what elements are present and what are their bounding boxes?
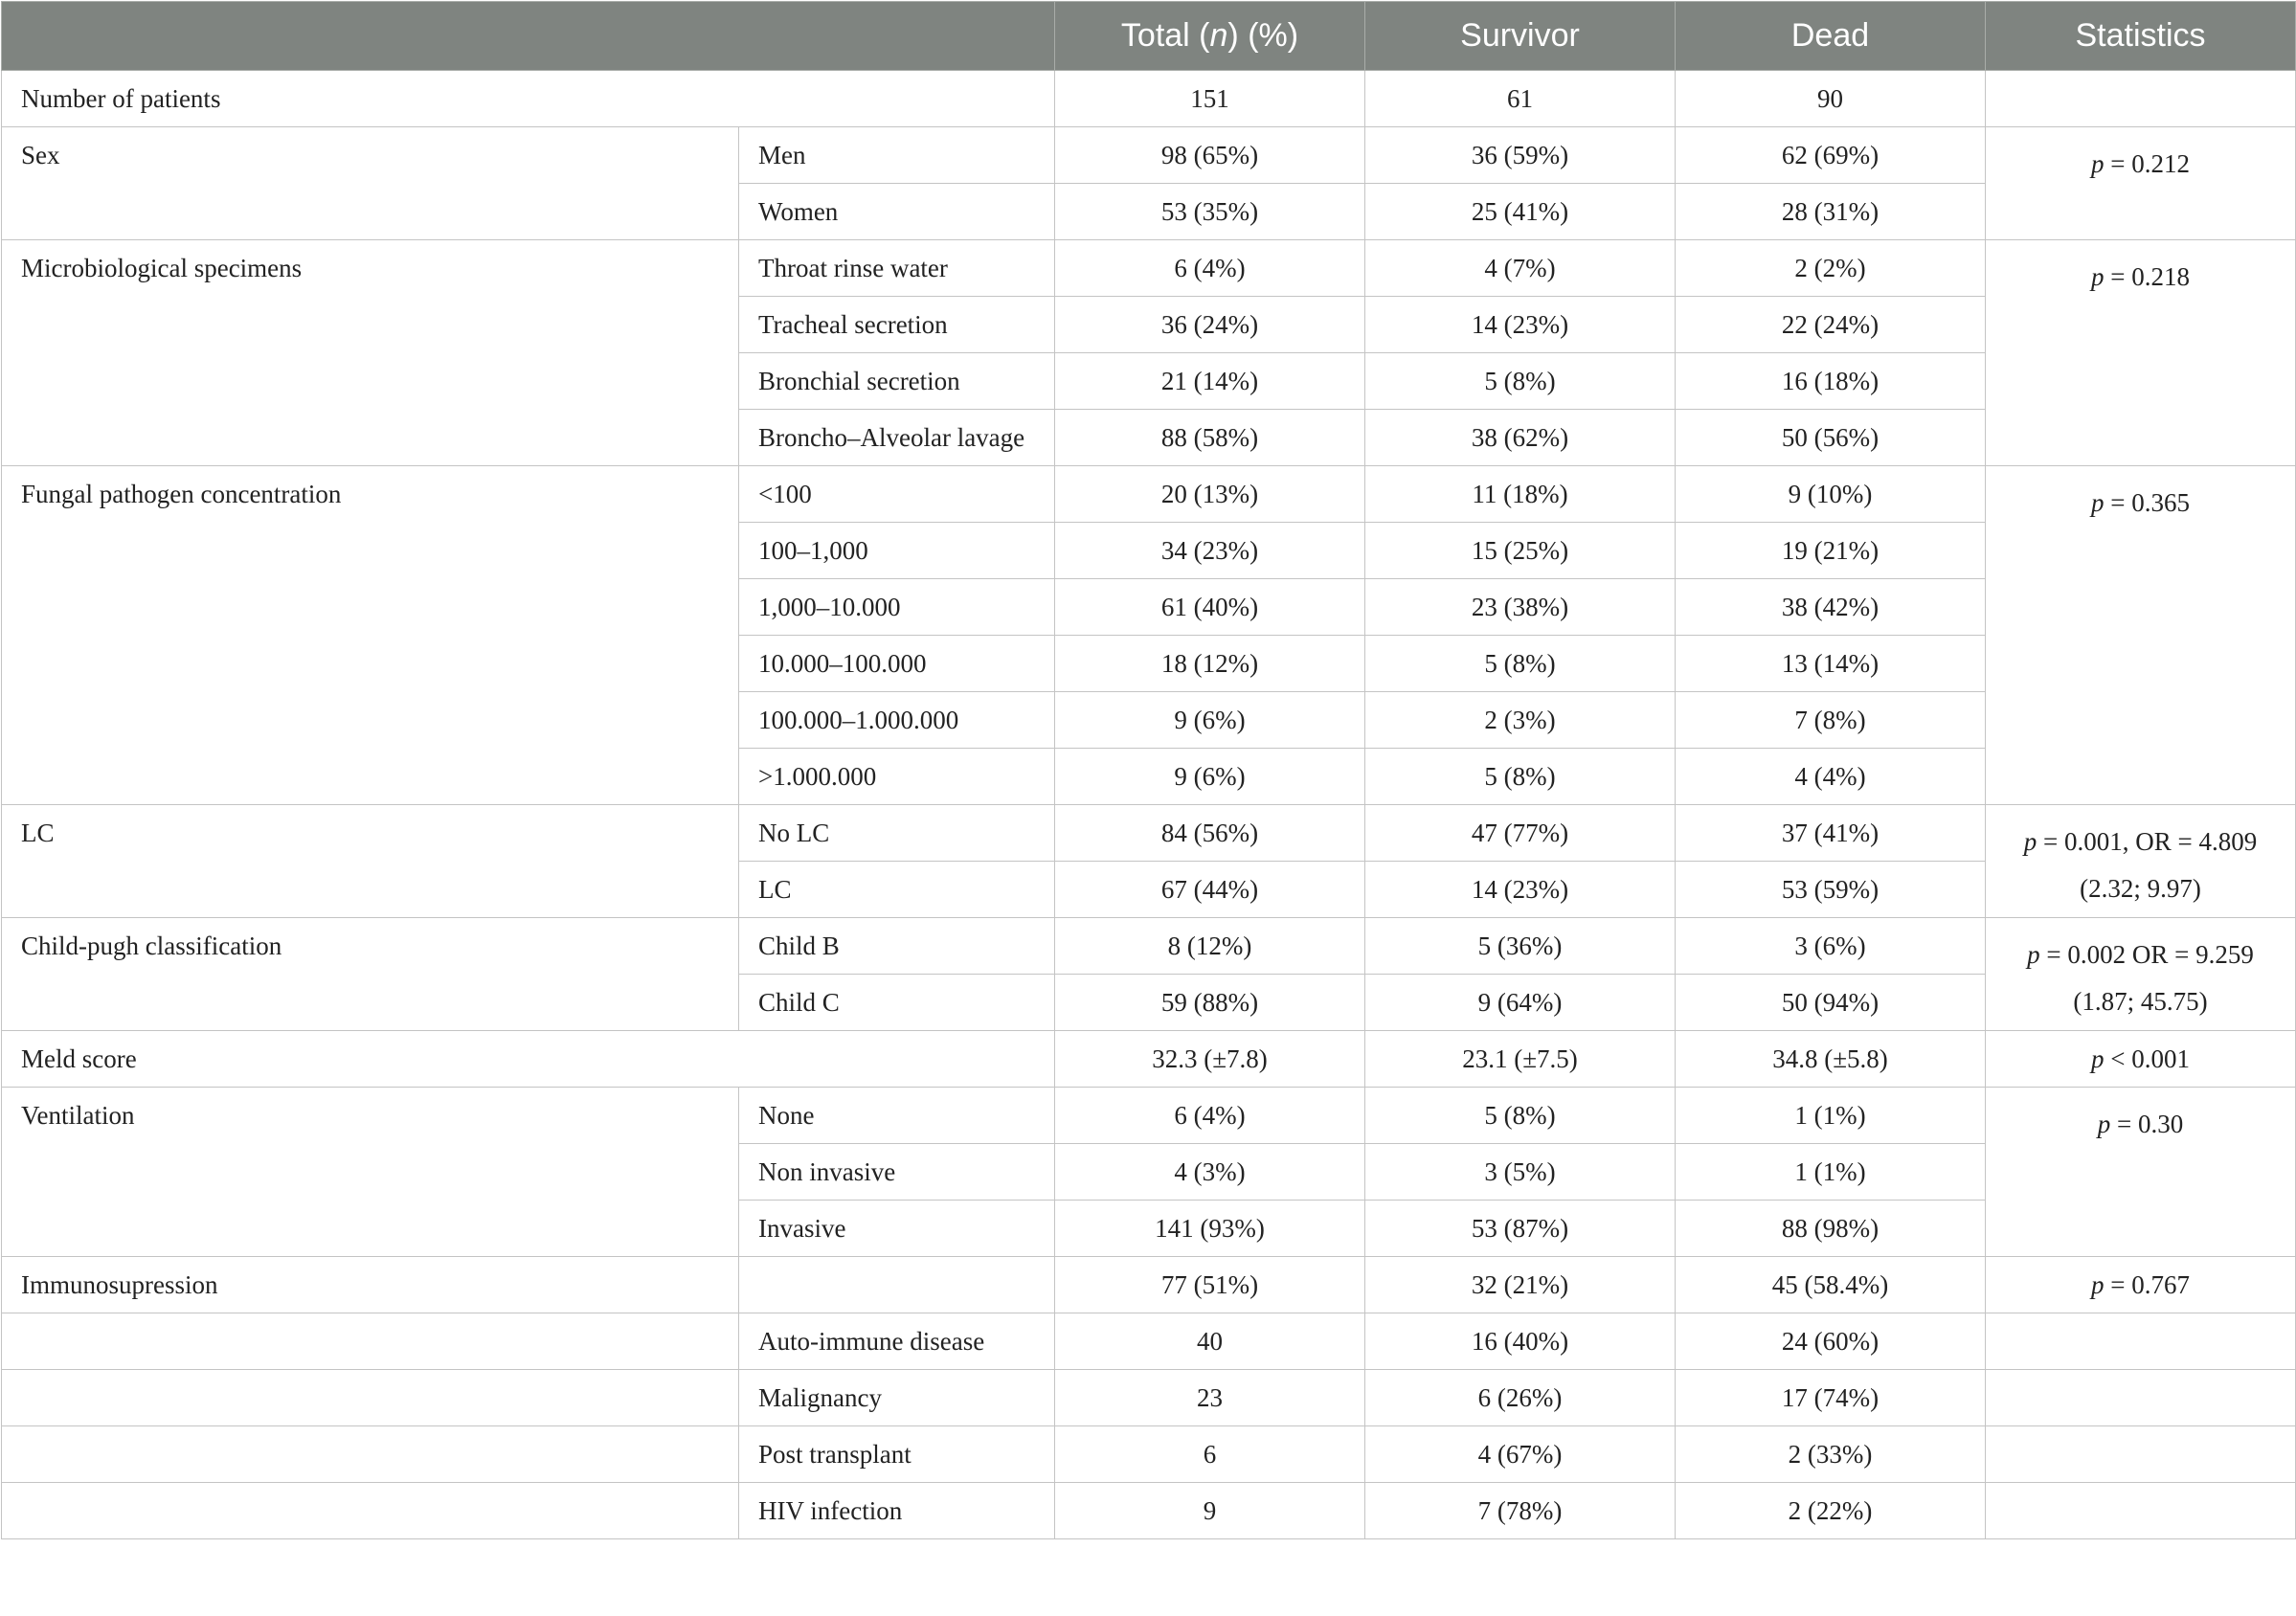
cell-survivor: 32 (21%)	[1365, 1257, 1676, 1313]
row-label: 100–1,000	[739, 523, 1055, 579]
cell-total: 9	[1055, 1483, 1365, 1539]
table-row	[2, 127, 2296, 184]
cell-total: 53 (35%)	[1055, 184, 1365, 240]
cell-dead: 90	[1676, 71, 1986, 127]
group-label-sex: Sex	[2, 127, 739, 240]
table-row	[2, 805, 2296, 862]
row-label: Auto-immune disease	[739, 1313, 1055, 1370]
header-total: Total (n) (%)	[1055, 2, 1365, 71]
table-row	[2, 1483, 2296, 1539]
row-label: HIV infection	[739, 1483, 1055, 1539]
row-label: 1,000–10.000	[739, 579, 1055, 636]
cell-dead: 1 (1%)	[1676, 1144, 1986, 1201]
cell-total: 21 (14%)	[1055, 353, 1365, 410]
cell-dead: 2 (2%)	[1676, 240, 1986, 297]
row-label: Invasive	[739, 1201, 1055, 1257]
cell-total: 40	[1055, 1313, 1365, 1370]
table-row	[2, 1257, 2296, 1313]
table-row	[2, 1370, 2296, 1426]
header-survivor: Survivor	[1365, 2, 1676, 71]
cell-dead: 24 (60%)	[1676, 1313, 1986, 1370]
cell-survivor: 6 (26%)	[1365, 1370, 1676, 1426]
group-label-empty	[2, 1426, 739, 1483]
cell-statistics	[1986, 1483, 2296, 1539]
cell-statistics	[1986, 1370, 2296, 1426]
cell-survivor: 16 (40%)	[1365, 1313, 1676, 1370]
cell-survivor: 5 (36%)	[1365, 918, 1676, 975]
cell-survivor: 2 (3%)	[1365, 692, 1676, 749]
cell-total: 9 (6%)	[1055, 692, 1365, 749]
cell-dead: 13 (14%)	[1676, 636, 1986, 692]
row-label: LC	[739, 862, 1055, 918]
row-label: 100.000–1.000.000	[739, 692, 1055, 749]
cell-survivor: 9 (64%)	[1365, 975, 1676, 1031]
table-row	[2, 1088, 2296, 1144]
row-label-meld: Meld score	[2, 1031, 1055, 1088]
row-label	[739, 1257, 1055, 1313]
cell-survivor: 5 (8%)	[1365, 749, 1676, 805]
cell-statistics-sex: p = 0.212	[1986, 127, 2296, 240]
row-label: Broncho–Alveolar lavage	[739, 410, 1055, 466]
cell-total: 141 (93%)	[1055, 1201, 1365, 1257]
cell-survivor: 5 (8%)	[1365, 1088, 1676, 1144]
row-label: No LC	[739, 805, 1055, 862]
cell-statistics	[1986, 1426, 2296, 1483]
cell-survivor: 47 (77%)	[1365, 805, 1676, 862]
cell-survivor: 5 (8%)	[1365, 636, 1676, 692]
group-label-immunosupression: Immunosupression	[2, 1257, 739, 1313]
row-label: Non invasive	[739, 1144, 1055, 1201]
cell-statistics	[1986, 71, 2296, 127]
cell-dead: 19 (21%)	[1676, 523, 1986, 579]
cell-statistics-lc: p = 0.001, OR = 4.809 (2.32; 9.97)	[1986, 805, 2296, 918]
header-dead: Dead	[1676, 2, 1986, 71]
group-label-empty	[2, 1483, 739, 1539]
cell-dead: 7 (8%)	[1676, 692, 1986, 749]
group-label-specimens: Microbiological specimens	[2, 240, 739, 466]
patient-characteristics-table	[1, 1, 2296, 1539]
group-label-ventilation: Ventilation	[2, 1088, 739, 1257]
cell-total: 151	[1055, 71, 1365, 127]
cell-survivor: 61	[1365, 71, 1676, 127]
cell-survivor: 7 (78%)	[1365, 1483, 1676, 1539]
cell-dead: 22 (24%)	[1676, 297, 1986, 353]
cell-dead: 9 (10%)	[1676, 466, 1986, 523]
cell-total: 88 (58%)	[1055, 410, 1365, 466]
cell-dead: 2 (22%)	[1676, 1483, 1986, 1539]
group-label-child-pugh: Child-pugh classification	[2, 918, 739, 1031]
cell-survivor: 38 (62%)	[1365, 410, 1676, 466]
cell-survivor: 23.1 (±7.5)	[1365, 1031, 1676, 1088]
cell-statistics-meld: p < 0.001	[1986, 1031, 2296, 1088]
row-label: Post transplant	[739, 1426, 1055, 1483]
cell-total: 98 (65%)	[1055, 127, 1365, 184]
cell-total: 59 (88%)	[1055, 975, 1365, 1031]
cell-dead: 62 (69%)	[1676, 127, 1986, 184]
row-label: >1.000.000	[739, 749, 1055, 805]
row-label: Throat rinse water	[739, 240, 1055, 297]
cell-total: 67 (44%)	[1055, 862, 1365, 918]
cell-total: 34 (23%)	[1055, 523, 1365, 579]
cell-total: 20 (13%)	[1055, 466, 1365, 523]
cell-dead: 28 (31%)	[1676, 184, 1986, 240]
cell-dead: 53 (59%)	[1676, 862, 1986, 918]
cell-survivor: 4 (67%)	[1365, 1426, 1676, 1483]
cell-dead: 50 (56%)	[1676, 410, 1986, 466]
cell-dead: 16 (18%)	[1676, 353, 1986, 410]
row-label: Women	[739, 184, 1055, 240]
table-row	[2, 71, 2296, 127]
cell-total: 32.3 (±7.8)	[1055, 1031, 1365, 1088]
table-row	[2, 466, 2296, 523]
cell-total: 6	[1055, 1426, 1365, 1483]
cell-survivor: 11 (18%)	[1365, 466, 1676, 523]
row-label: None	[739, 1088, 1055, 1144]
cell-total: 77 (51%)	[1055, 1257, 1365, 1313]
cell-total: 84 (56%)	[1055, 805, 1365, 862]
cell-total: 23	[1055, 1370, 1365, 1426]
cell-survivor: 36 (59%)	[1365, 127, 1676, 184]
cell-dead: 4 (4%)	[1676, 749, 1986, 805]
cell-dead: 2 (33%)	[1676, 1426, 1986, 1483]
cell-dead: 37 (41%)	[1676, 805, 1986, 862]
row-label: <100	[739, 466, 1055, 523]
cell-statistics-specimens: p = 0.218	[1986, 240, 2296, 466]
cell-dead: 3 (6%)	[1676, 918, 1986, 975]
cell-survivor: 23 (38%)	[1365, 579, 1676, 636]
cell-dead: 34.8 (±5.8)	[1676, 1031, 1986, 1088]
cell-total: 8 (12%)	[1055, 918, 1365, 975]
cell-dead: 1 (1%)	[1676, 1088, 1986, 1144]
row-label-patients: Number of patients	[2, 71, 1055, 127]
cell-statistics-immunosupression: p = 0.767	[1986, 1257, 2296, 1313]
cell-survivor: 14 (23%)	[1365, 297, 1676, 353]
table-row	[2, 1426, 2296, 1483]
cell-total: 6 (4%)	[1055, 1088, 1365, 1144]
cell-total: 6 (4%)	[1055, 240, 1365, 297]
cell-total: 4 (3%)	[1055, 1144, 1365, 1201]
cell-dead: 17 (74%)	[1676, 1370, 1986, 1426]
cell-survivor: 5 (8%)	[1365, 353, 1676, 410]
row-label: Men	[739, 127, 1055, 184]
cell-total: 18 (12%)	[1055, 636, 1365, 692]
cell-statistics-child-pugh: p = 0.002 OR = 9.259 (1.87; 45.75)	[1986, 918, 2296, 1031]
cell-survivor: 4 (7%)	[1365, 240, 1676, 297]
group-label-lc: LC	[2, 805, 739, 918]
row-label: Tracheal secretion	[739, 297, 1055, 353]
row-label: 10.000–100.000	[739, 636, 1055, 692]
table-row	[2, 1031, 2296, 1088]
cell-survivor: 15 (25%)	[1365, 523, 1676, 579]
row-label: Child C	[739, 975, 1055, 1031]
cell-total: 36 (24%)	[1055, 297, 1365, 353]
cell-survivor: 3 (5%)	[1365, 1144, 1676, 1201]
cell-survivor: 14 (23%)	[1365, 862, 1676, 918]
cell-survivor: 25 (41%)	[1365, 184, 1676, 240]
group-label-empty	[2, 1370, 739, 1426]
group-label-fungal: Fungal pathogen concentration	[2, 466, 739, 805]
cell-statistics-ventilation: p = 0.30	[1986, 1088, 2296, 1257]
cell-dead: 38 (42%)	[1676, 579, 1986, 636]
table-row	[2, 240, 2296, 297]
cell-total: 9 (6%)	[1055, 749, 1365, 805]
group-label-empty	[2, 1313, 739, 1370]
cell-total: 61 (40%)	[1055, 579, 1365, 636]
cell-survivor: 53 (87%)	[1365, 1201, 1676, 1257]
table-row	[2, 1313, 2296, 1370]
header-row	[2, 2, 2296, 71]
row-label: Malignancy	[739, 1370, 1055, 1426]
cell-dead: 50 (94%)	[1676, 975, 1986, 1031]
row-label: Bronchial secretion	[739, 353, 1055, 410]
header-statistics: Statistics	[1986, 2, 2296, 71]
cell-dead: 88 (98%)	[1676, 1201, 1986, 1257]
row-label: Child B	[739, 918, 1055, 975]
cell-statistics	[1986, 1313, 2296, 1370]
table-row	[2, 918, 2296, 975]
header-blank	[2, 2, 1055, 71]
cell-dead: 45 (58.4%)	[1676, 1257, 1986, 1313]
cell-statistics-fungal: p = 0.365	[1986, 466, 2296, 805]
